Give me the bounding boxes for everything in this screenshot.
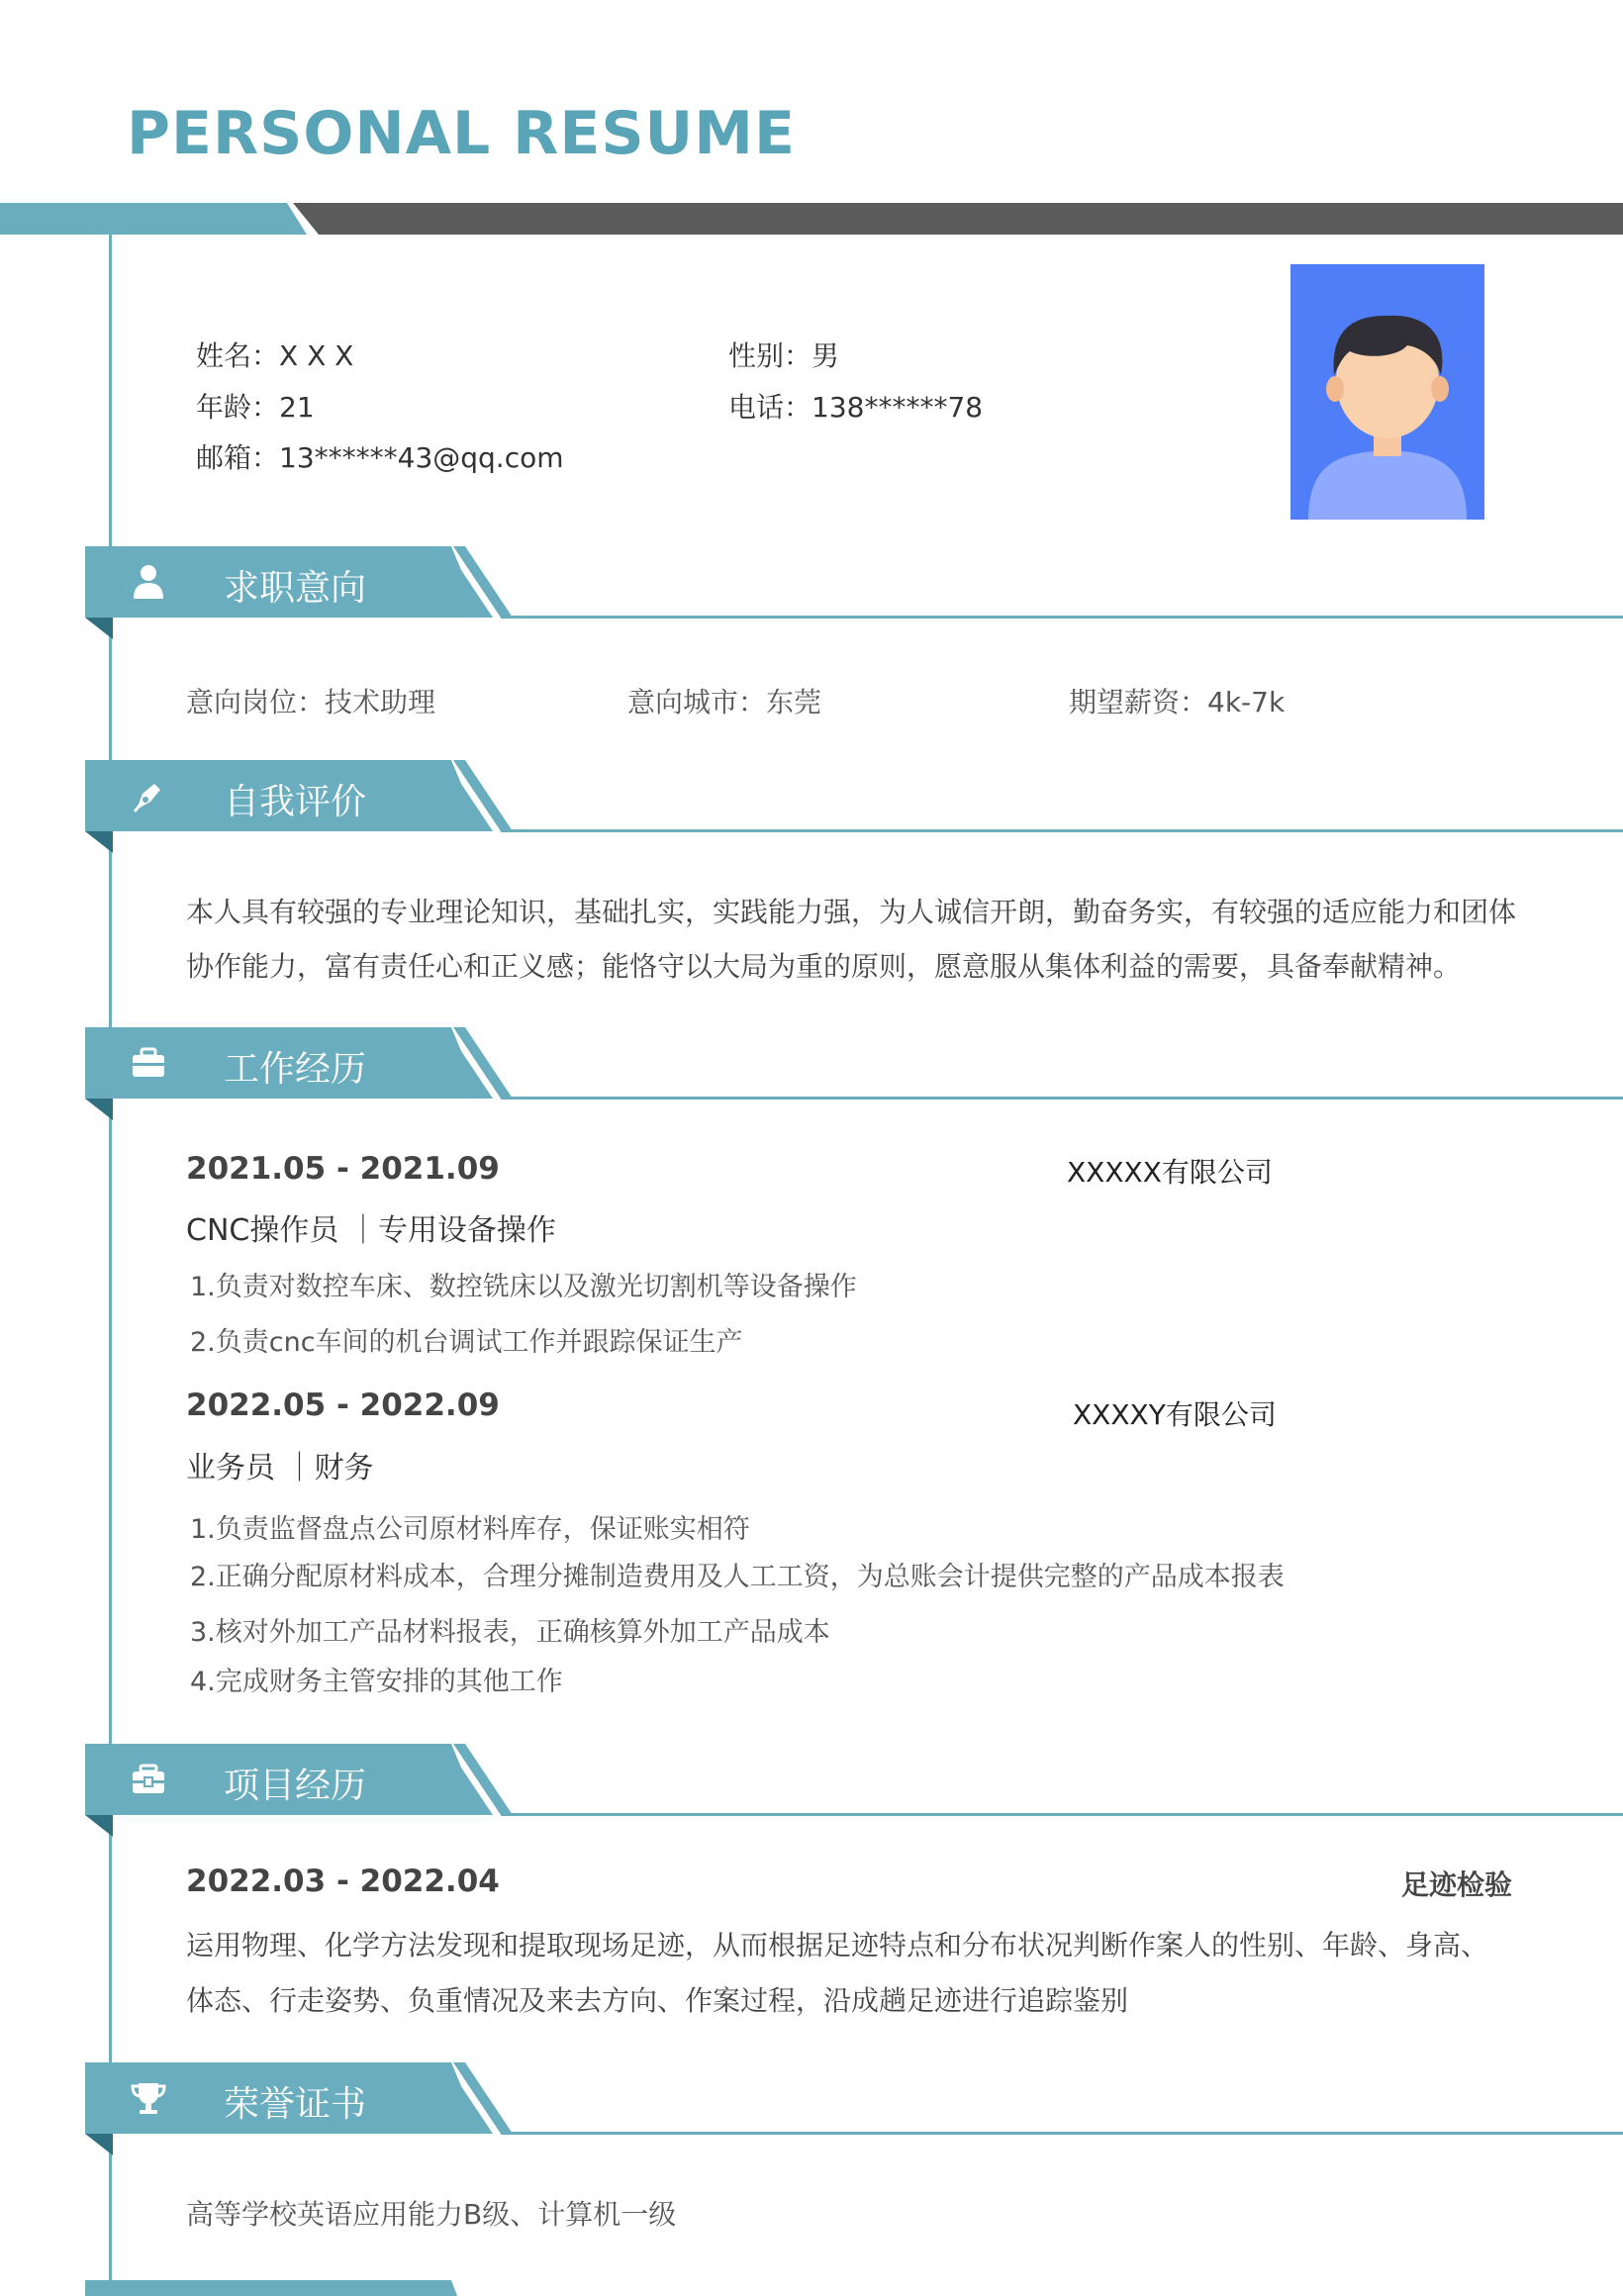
job-2-company: XXXXY有限公司 [1073,1398,1277,1431]
section-self-eval-header [85,760,1623,859]
pen-icon [129,776,168,815]
user-icon [129,562,168,602]
job-1-date: 2021.05 - 2021.09 [186,1151,500,1187]
job-intent-position: 意向岗位：技术助理 [186,686,436,718]
section-honors-header [85,2062,1623,2161]
job-1-duty-1: 1.负责对数控车床、数控铣床以及激光切割机等设备操作 [190,1272,857,1302]
resume-title: PERSONAL RESUME [127,99,796,168]
timeline-line [109,235,112,2296]
top-bar-accent [0,203,307,235]
top-bar-gray [293,203,1623,235]
job-intent-city: 意向城市：东莞 [627,686,822,718]
job-2-duty-3: 3.核对外加工产品材料报表，正确核算外加工产品成本 [190,1617,830,1648]
job-2-date: 2022.05 - 2022.09 [186,1387,500,1423]
project-line-1: 运用物理、化学方法发现和提取现场足迹，从而根据足迹特点和分布状况判断作案人的性别、年龄、身高、 [186,1929,1489,1961]
project-line-2: 体态、行走姿势、负重情况及来去方向、作案过程，沿成趟足迹进行追踪鉴别 [186,1984,1129,2017]
section-work-title: 工作经历 [224,1049,367,1090]
project-date: 2022.03 - 2022.04 [186,1864,500,1899]
job-1-role: CNC操作员 ｜专用设备操作 [186,1213,556,1248]
avatar [1290,264,1484,520]
info-age: 年龄：21 [196,391,315,424]
info-phone: 电话：138******78 [728,391,984,424]
self-eval-line-2: 协作能力，富有责任心和正义感；能恪守以大局为重的原则，愿意服从集体利益的需要，具备奉献精神。 [186,950,1462,983]
section-next-header-partial [85,2280,501,2296]
trophy-icon [129,2078,168,2118]
honors-text: 高等学校英语应用能力B级、计算机一级 [186,2198,677,2231]
project-name: 足迹检验 [1401,1868,1513,1901]
job-1-company: XXXXX有限公司 [1067,1156,1273,1189]
toolbox-icon [129,1760,168,1799]
section-job-intent-header [85,546,1623,645]
avatar-person-icon [1290,264,1484,520]
job-1-duty-2: 2.负责cnc车间的机台调试工作并跟踪保证生产 [190,1327,743,1358]
job-2-duty-2: 2.正确分配原材料成本，合理分摊制造费用及人工工资，为总账会计提供完整的产品成本报表 [190,1562,1285,1592]
info-name: 姓名：X X X [196,339,354,372]
section-work-header [85,1027,1623,1126]
job-intent-salary: 期望薪资：4k-7k [1069,686,1286,718]
section-honors-title: 荣誉证书 [224,2084,367,2125]
section-job-intent-title: 求职意向 [224,568,367,609]
section-project-title: 项目经历 [224,1766,367,1806]
self-eval-line-1: 本人具有较强的专业理论知识，基础扎实，实践能力强，为人诚信开朗，勤奋务实，有较强的适应能力和团体 [186,896,1517,928]
job-2-duty-4: 4.完成财务主管安排的其他工作 [190,1667,563,1697]
info-gender: 性别：男 [728,339,840,372]
section-self-eval-title: 自我评价 [224,782,367,822]
job-2-duty-1: 1.负责监督盘点公司原材料库存，保证账实相符 [190,1514,750,1545]
job-2-role: 业务员 ｜财务 [186,1451,374,1485]
info-email: 邮箱：13******43@qq.com [196,441,564,474]
section-project-header [85,1744,1623,1843]
briefcase-icon [129,1043,168,1083]
